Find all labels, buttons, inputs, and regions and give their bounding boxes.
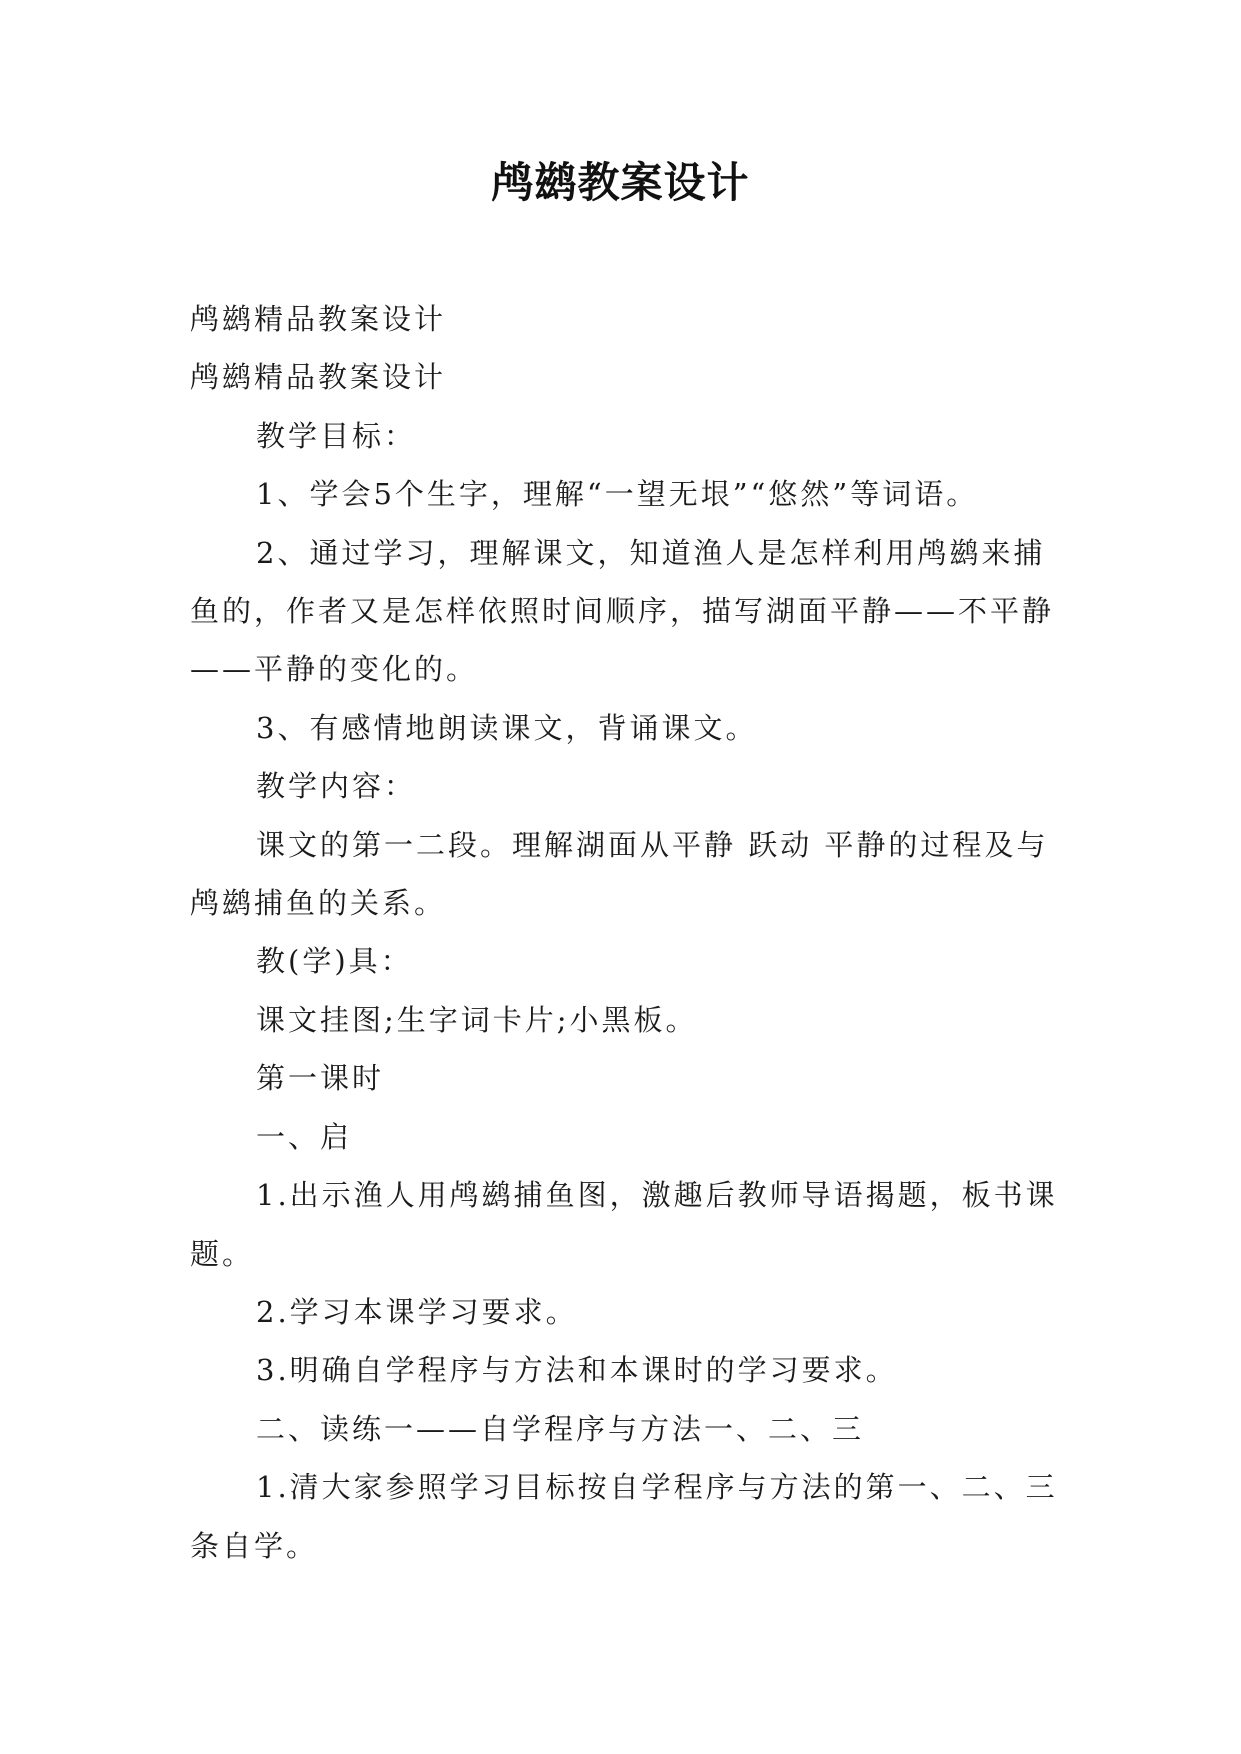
paragraph: 二、读练一——自学程序与方法一、二、三 <box>256 1411 865 1446</box>
paragraph: 教学内容： <box>256 769 417 804</box>
paragraph: 教学目标： <box>256 418 417 453</box>
paragraph: 3、有感情地朗读课文，背诵课文。 <box>256 710 758 745</box>
paragraph: 教(学)具： <box>256 944 413 979</box>
paragraph: 鸬鹚精品教案设计 <box>190 302 447 336</box>
paragraph: 2.学习本课学习要求。 <box>256 1294 578 1329</box>
paragraph: 课文的第一二段。理解湖面从平静 跃动 平静的过程及与鸬鹚捕鱼的关系。 <box>190 827 1049 921</box>
paragraph: 一、启 <box>256 1119 353 1154</box>
document-body <box>190 290 1070 1575</box>
paragraph: 鸬鹚精品教案设计 <box>190 360 447 395</box>
document-title: 鸬鹚教案设计 <box>491 158 750 207</box>
paragraph: 1.出示渔人用鸬鹚捕鱼图，激趣后教师导语揭题，板书课题。 <box>190 1178 1058 1271</box>
paragraph: 1、学会5个生字，理解“一望无垠”“悠然”等词语。 <box>256 477 979 512</box>
paragraph: 2、通过学习，理解课文，知道渔人是怎样利用鸬鹚来捕 鱼的，作者又是怎样依照时间顺序，描写湖面平静——不平静——平静的变化的。 <box>190 535 1055 687</box>
paragraph: 1.清大家参照学习目标按自学程序与方法的第一、二、三条自学。 <box>190 1470 1058 1563</box>
paragraph: 课文挂图;生字词卡片;小黑板。 <box>256 1002 698 1037</box>
paragraph: 第一课时 <box>256 1061 385 1096</box>
paragraph: 3.明确自学程序与方法和本课时的学习要求。 <box>256 1353 898 1388</box>
